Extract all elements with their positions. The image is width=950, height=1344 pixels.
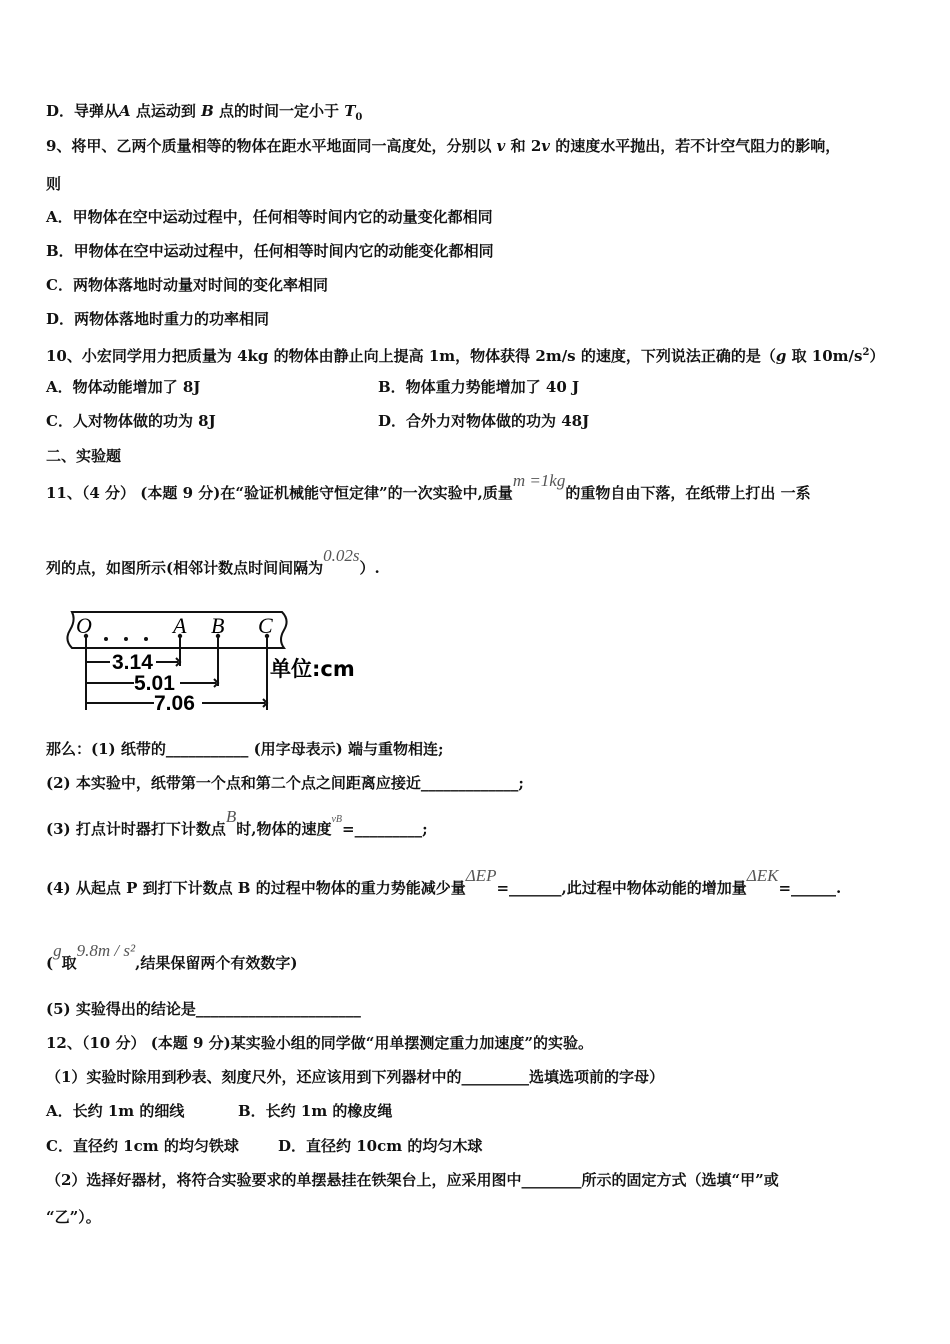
question-11-stem: 11、（4 分） (本题 9 分)在“验证机械能守恒定律”的一次实验中,质量m =1kg的重物自由下落，在纸带上打出 一系 [46, 471, 811, 502]
question-12-part-2-cont: “乙”）。 [46, 1208, 101, 1226]
question-12-row-1 [46, 1101, 393, 1121]
line-q8-option-d: D．导弹从A 点运动到 B 点的时间一定小于 $T_0$ [46, 102, 363, 123]
tape-dim-ob: 5.01 [134, 672, 175, 695]
question-10-row-1 [46, 377, 580, 397]
tape-label-a: A [173, 613, 187, 638]
question-12-part-1: （1）实验时除用到秒表、刻度尺外，还应该用到下列器材中的_________选填选项前的字母） [46, 1068, 664, 1086]
formula-delta-ep: ΔEP [465, 866, 497, 885]
question-9-option-a: A．甲物体在空中运动过程中，任何相等时间内它的动量变化都相同 [46, 208, 493, 226]
tape-dim-oc: 7.06 [154, 692, 195, 715]
formula-g: g [53, 941, 62, 960]
formula-delta-ek: ΔEK [746, 866, 779, 885]
question-12-option-a: A．长约 1m 的细线 [46, 1102, 185, 1120]
formula-g-value: 9.8m / s² [76, 941, 136, 960]
question-11-part-2: (2) 本实验中，纸带第一个点和第二个点之间距离应接近_____________; [46, 774, 524, 792]
question-12-row-2 [46, 1136, 483, 1156]
question-11-part-3: (3) 打点计时器打下计数点B时,物体的速度$^{vB}$=_________; [46, 807, 428, 838]
question-10-stem: 10、小宏同学用力把质量为 4kg 的物体由静止向上提高 1m，物体获得 2m/s 的速度，下列说法正确的是（g 取 $10m/s^2$） [46, 347, 885, 365]
tape-label-o: O [76, 613, 92, 638]
question-11-part-4: (4) 从起点 P 到打下计数点 B 的过程中物体的重力势能减少量ΔEP=_______,此过程中物体动能的增加量ΔEK=______. [46, 866, 842, 897]
question-9-stem: 9、将甲、乙两个质量相等的物体在距水平地面同一高度处，分别以 v 和 2v 的速度水平抛出，若不计空气阻力的影响， [46, 137, 841, 155]
question-10-option-a: A．物体动能增加了 8J [46, 378, 201, 396]
section-heading-experiments: 二、实验题 [46, 447, 122, 465]
tape-unit: 单位:cm [270, 657, 355, 681]
question-9-option-c: C．两物体落地时动量对时间的变化率相同 [46, 276, 328, 294]
question-10-option-d: D．合外力对物体做的功为 48J [378, 412, 590, 430]
tape-dim-oa: 3.14 [112, 651, 153, 674]
formula-point-b: B [225, 807, 237, 826]
question-11-part-5: (5) 实验得出的结论是______________________ [46, 1000, 361, 1018]
formula-interval: 0.02s [323, 546, 360, 565]
question-9-option-b: B．甲物体在空中运动过程中，任何相等时间内它的动能变化都相同 [46, 242, 494, 260]
question-10-option-c: C．人对物体做的功为 8J [46, 412, 216, 430]
question-12-option-b: B．长约 1m 的橡皮绳 [238, 1102, 393, 1120]
tape-label-c: C [258, 613, 273, 638]
question-12-option-c: C．直径约 1cm 的均匀铁球 [46, 1137, 239, 1155]
tape-label-b: B [211, 613, 225, 638]
question-10-option-b: B．物体重力势能增加了 40 J [378, 378, 580, 396]
question-12-stem: 12、（10 分） (本题 9 分)某实验小组的同学做“用单摆测定重力加速度”的实验。 [46, 1034, 594, 1052]
question-9-option-d: D．两物体落地时重力的功率相同 [46, 310, 270, 328]
question-11-part-4-note: (g取9.8m / s²,结果保留两个有效数字) [46, 941, 298, 972]
question-9-stem-cont: 则 [46, 175, 62, 193]
formula-mass: m =1kg [512, 471, 566, 490]
paper-tape-figure [62, 606, 382, 716]
question-11-stem-cont: 列的点，如图所示(相邻计数点时间间隔为0.02s）. [46, 546, 380, 577]
formula-vb: vB [331, 814, 343, 825]
question-11-part-1: 那么：(1) 纸带的___________ (用字母表示) 端与重物相连; [46, 740, 444, 758]
question-12-part-2: （2）选择好器材，将符合实验要求的单摆悬挂在铁架台上，应采用图中________所示的固定方式（选填“甲”或 [46, 1171, 779, 1189]
question-12-option-d: D．直径约 10cm 的均匀木球 [278, 1137, 483, 1155]
question-10-row-2 [46, 411, 590, 431]
